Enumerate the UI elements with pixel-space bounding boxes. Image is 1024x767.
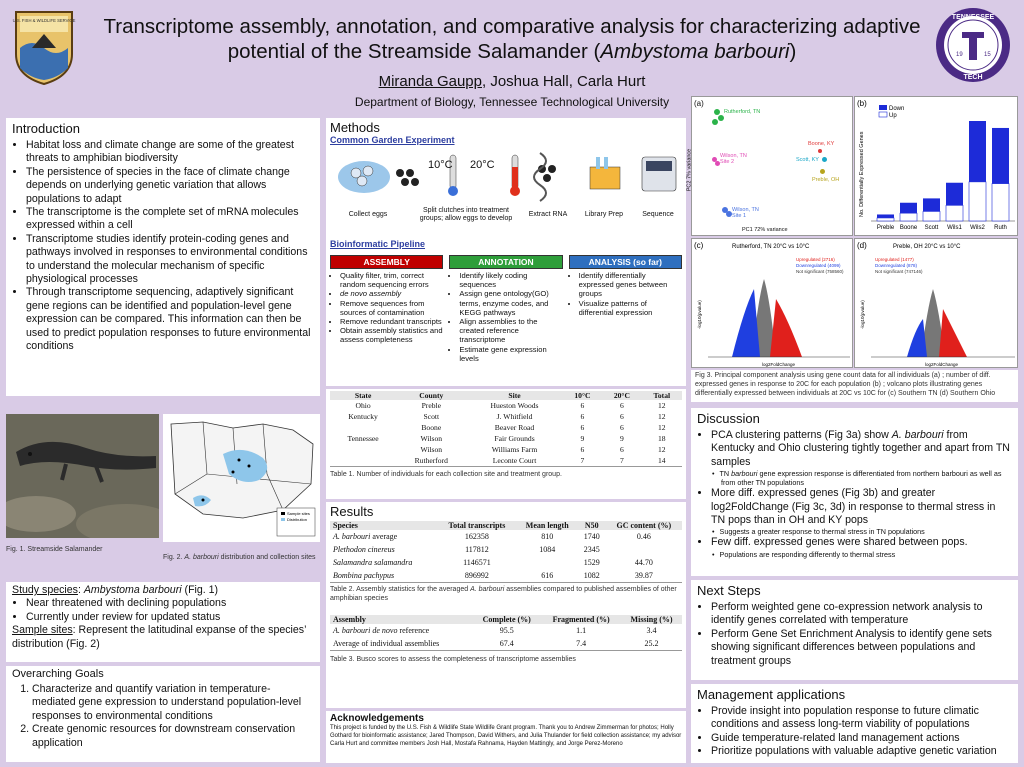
annotation-label: ANNOTATION [449, 255, 562, 269]
svg-text:TECH: TECH [963, 74, 983, 81]
svg-text:-log10(pvalue): -log10(pvalue) [860, 300, 865, 329]
deg-bar-chart [854, 96, 1018, 236]
bar-up-Preble [877, 218, 894, 221]
bar-up-Ruth [992, 184, 1009, 221]
table-row: Average of individual assemblies 67.4 7.4 25.2 [330, 637, 682, 651]
step-sequence: Sequence [642, 211, 674, 218]
bar-up-Wils2 [969, 182, 986, 221]
department: Department of Biology, Tennessee Technological University [354, 95, 670, 109]
bar-up-Boone [900, 213, 917, 221]
list-item: • Guide temperature-related land management actions [711, 732, 1012, 745]
methods-section [326, 118, 686, 386]
bar-down-Ruth [992, 128, 1009, 184]
bar-down-Preble [877, 214, 894, 217]
acknowledgements-section [326, 711, 686, 763]
svg-text:Upregulated (1477): Upregulated (1477) [875, 257, 914, 262]
list-item: • PCA clustering patterns (Fig 3a) show A. barbouri from Kentucky and Ohio clustering tightly together and apart from TN samples [711, 429, 1012, 469]
introduction-heading: Introduction [12, 121, 80, 136]
acknowledgements-text: This project is funded by the U.S. Fish & Wildlife State Wildlife Grant program. Thank you to Andrew Zimmerman for photos; Holly Gothard for bioinformatic assistance; Jared Thompson, David Withers, and Julia Thulander for field collection assistance; my advisor Carla Hurt and committee members Josh Hall, Mostafa Rahnama, Hayden Mattingly, and Jorge Perez-Moreno [330, 725, 682, 747]
deg-bar-svg [855, 97, 1019, 237]
bar-down-Wils1 [946, 183, 963, 206]
legend-down: Down [889, 106, 905, 112]
step-split: Split clutches into treatment groups; allow eggs to develop [419, 207, 513, 222]
list-item: • Estimate gene expression levels [459, 345, 562, 363]
list-item: 2. Create genomic resources for downstream conservation application [32, 723, 314, 750]
results-section [326, 502, 686, 708]
list-item: • The persistence of species in the face of climate change depends on underlying genetic variation that allows populations to adapt [26, 166, 314, 206]
list-item: • The transcriptome is the complete set of mRNA molecules expressed within a cell [26, 206, 314, 233]
table-row: Salamandra salamandra 1146571 1529 44.70 [333, 558, 653, 567]
table-row: A. barbouri average 162358 810 1740 0.46 [333, 532, 651, 541]
list-item: • Prioritize populations with valuable adaptive genetic variation [711, 745, 1012, 758]
svg-text:Distribution: Distribution [287, 517, 308, 522]
svg-text:19: 19 [956, 52, 963, 58]
distribution-map [163, 414, 320, 542]
svg-text:Not significant (747146): Not significant (747146) [875, 269, 923, 274]
svg-text:(c): (c) [694, 241, 704, 250]
svg-text:Not significant (758560): Not significant (758560) [796, 269, 844, 274]
table-row: Plethodon cinereus 117812 1084 2345 [333, 545, 600, 554]
temp-10c: 10°C [428, 159, 453, 171]
assembly-stats-table: Species Total transcripts Mean length N50 GC content (%) A. barbouri average 162358 810 1740 0.46 Plethodon cinereus 117812 1084 2345 Salamandra salamandra 1146571 1529 44.70 Bombina pachypus 896992 616 1082 39.87 [330, 521, 682, 583]
panel-b-ylabel: No. Differentially Expressed Genes [859, 131, 865, 217]
svg-text:Downregulated (4099): Downregulated (4099) [796, 263, 841, 268]
list-item: • Identify differentially expressed genes between groups [579, 271, 682, 299]
svg-text:15: 15 [984, 52, 991, 58]
table1-section [326, 389, 686, 499]
tennessee-tech-seal [934, 6, 1012, 84]
list-item: • Suggests a greater response to thermal stress in TN populations [721, 527, 1012, 536]
list-item: • Through transcriptome sequencing, adaptively significant gene regions can be identified and population-level gene expression can be compared. This information can then be used to predict population responses to future environmental conditions [26, 286, 314, 353]
list-item: • Transcriptome studies identify protein-coding genes and pathways involved in responses to environmental conditions to understand the molecular mechanism of specific physiological processes [26, 233, 314, 287]
svg-text:(d): (d) [857, 241, 867, 250]
volcano-plot-oh [854, 238, 1018, 368]
table1-caption: Table 1. Number of individuals for each collection site and treatment group. [330, 471, 562, 478]
list-item: • Identify likely coding sequences [459, 271, 562, 289]
tick-label-Preble: Preble [876, 225, 895, 231]
goals-heading: Overarching Goals [12, 668, 104, 680]
table-row: Ohio Preble Hueston Woods 6 6 12 [355, 401, 666, 410]
tick-label-Ruth: Ruth [994, 225, 1007, 231]
list-item: • Few diff. expressed genes were shared between pops. [711, 536, 1012, 549]
bar-down-Wils2 [969, 121, 986, 182]
list-item: • TN barbouri gene expression response is differentiated from northern barbouri as well as from other TN populations [721, 469, 1012, 487]
poster-title: Transcriptome assembly, annotation, and comparative analysis for characterizing adaptive potential of the Streamside Salamander (Ambystoma barbouri) [103, 15, 921, 63]
table-row: Bombina pachypus 896992 616 1082 39.87 [330, 569, 682, 583]
table2-caption: Table 2. Assembly statistics for the averaged A. barbouri assemblies compared to published assemblies of other amphibian species [330, 586, 677, 602]
tick-label-Wils1: Wils1 [947, 225, 962, 231]
bar-down-Scott [923, 198, 940, 211]
usfws-logo [12, 8, 76, 86]
list-item: • Remove redundant transcripts [340, 317, 443, 326]
list-item: 1. Characterize and quantify variation in temperature-mediated gene expression to understand population-level responses to environmental conditions [32, 683, 314, 723]
list-item: • Assign gene ontology(GO) terms, enzyme codes, and KEGG pathways [459, 289, 562, 317]
authors: Miranda Gaupp, Joshua Hall, Carla Hurt [378, 73, 646, 90]
discussion-section [691, 408, 1018, 576]
tick-label-Wils2: Wils2 [970, 225, 985, 231]
acknowledgements-heading: Acknowledgements [330, 713, 424, 724]
table-row: Rutherford Leconte Court 7 7 14 [330, 455, 682, 467]
next-steps-heading: Next Steps [697, 583, 761, 598]
figure2-caption: Fig. 2. A. barbouri distribution and collection sites [163, 554, 316, 561]
bar-up-Scott [923, 211, 940, 221]
analysis-label: ANALYSIS (so far) [569, 255, 682, 269]
volcano-plot-tn [691, 238, 853, 368]
svg-text:U.S. FISH & WILDLIFE SERVICE: U.S. FISH & WILDLIFE SERVICE [12, 18, 76, 23]
step-extract: Extract RNA [528, 211, 568, 218]
figure1-caption: Fig. 1. Streamside Salamander [6, 546, 103, 553]
svg-text:Preble, OH 20°C vs 10°C: Preble, OH 20°C vs 10°C [893, 244, 961, 250]
svg-text:log2FoldChange: log2FoldChange [925, 362, 959, 367]
next-steps-section [691, 580, 1018, 680]
svg-text:Rutherford, TN 20°C vs 10°C: Rutherford, TN 20°C vs 10°C [732, 244, 810, 250]
results-heading: Results [330, 504, 374, 519]
list-item: • Habitat loss and climate change are some of the greatest threats to amphibian biodiversity [26, 139, 314, 166]
list-item: • Perform Gene Set Enrichment Analysis to identify gene sets showing significant differences between populations and treatment groups [711, 628, 1012, 668]
legend-up: Up [889, 113, 897, 119]
management-section [691, 684, 1018, 763]
introduction-section [6, 118, 320, 396]
svg-text:TENNESSEE: TENNESSEE [951, 14, 995, 21]
study-species-section: Study species: Ambystoma barbouri (Fig. 1) • Near threatened with declining populations • Currently under review for updated status Sample sites: Represent the latitudinal expanse of the species’ distribution (Fig. 2) [6, 582, 320, 662]
step-collect: Collect eggs [348, 211, 388, 218]
figure3-caption: Fig 3. Principal component analysis using gene count data for all individuals (a) ; number of diff. expressed genes in response to 20C for each population (b) ; volcano plots illustrating genes differentially expressed between individuals at 20C vs 10C for (c) Southern TN (d) Southern Ohio [691, 370, 1018, 402]
collection-table: State County Site 10°C 20°C Total Ohio Preble Hueston Woods 6 6 12 Kentucky Scott J. Whitfield 6 6 12 Boone Beaver Road 6 6 12 Tennessee Wilson Fair Grounds 9 9 18 Wilson Williams Farm 6 6 12 Rutherford Leconte Court 7 7 14 [330, 391, 682, 467]
pca-plot: (a) Rutherford, TN Wilson, TN Site 2 Boone, KY Scott, KY Preble, OH Wilson, TN Site 1 PC1 72% variance PC2 7% variance [691, 96, 853, 236]
table-row: Wilson Williams Farm 6 6 12 [420, 445, 666, 454]
discussion-heading: Discussion [697, 411, 760, 426]
busco-table: Assembly Complete (%) Fragmented (%) Missing (%) A. barbouri de novo reference 95.5 1.1 3.4 Average of individual assemblies 67.4 7.4 25.2 [330, 615, 682, 651]
table-row: Boone Beaver Road 6 6 12 [421, 423, 666, 432]
tick-label-Scott: Scott [924, 225, 939, 231]
annotation-column [449, 255, 562, 363]
list-item: • Near threatened with declining populations [26, 597, 314, 610]
workflow-diagram [330, 145, 682, 227]
list-item: • Currently under review for updated status [26, 611, 314, 624]
list-item: • Visualize patterns of differential expression [579, 299, 682, 317]
tick-label-Boone: Boone [899, 225, 918, 231]
list-item: • de novo assembly [340, 289, 443, 298]
svg-text:-log10(pvalue): -log10(pvalue) [697, 300, 702, 329]
assembly-label: ASSEMBLY [330, 255, 443, 269]
svg-text:log2FoldChange: log2FoldChange [762, 362, 796, 367]
list-item: • Perform weighted gene co-expression network analysis to identify genes correlated with temperature [711, 601, 1012, 628]
management-heading: Management applications [697, 687, 846, 702]
assembly-column [330, 255, 443, 363]
table-row: Tennessee Wilson Fair Grounds 9 9 18 [347, 434, 666, 443]
panel-b-tag: (b) [857, 99, 867, 108]
svg-text:Upregulated (2716): Upregulated (2716) [796, 257, 835, 262]
list-item: • Remove sequences from sources of contamination [340, 299, 443, 317]
methods-heading: Methods [330, 120, 380, 135]
introduction-list [12, 139, 314, 354]
list-item: • Populations are responding differently to thermal stress [721, 550, 1012, 559]
table-row: Kentucky Scott J. Whitfield 6 6 12 [348, 412, 666, 421]
list-item: • More diff. expressed genes (Fig 3b) and greater log2FoldChange (Fig 3c, 3d) in response to thermal stress in TN pops than in OH and KY pops [711, 487, 1012, 527]
pipeline-heading: Bioinformatic Pipeline [330, 239, 426, 249]
list-item: • Quality filter, trim, correct random sequencing errors [340, 271, 443, 289]
list-item: • Align assemblies to the created reference transcriptome [459, 317, 562, 345]
svg-text:Downregulated (878): Downregulated (878) [875, 263, 918, 268]
pipeline-columns [330, 255, 682, 363]
table3-caption: Table 3. Busco scores to assess the completeness of transcriptome assemblies [330, 656, 576, 663]
bar-up-Wils1 [946, 205, 963, 221]
analysis-column [569, 255, 682, 363]
salamander-photo [6, 414, 159, 538]
step-library: Library Prep [584, 211, 624, 218]
temp-20c: 20°C [470, 159, 495, 171]
list-item: • Provide insight into population response to future climatic conditions and assess long-term viability of populations [711, 705, 1012, 732]
list-item: • Obtain assembly statistics and assess completeness [340, 326, 443, 344]
svg-text:Sample sites: Sample sites [287, 511, 310, 516]
bar-down-Boone [900, 203, 917, 213]
table-row: A. barbouri de novo reference 95.5 1.1 3.4 [333, 626, 657, 635]
goals-section [6, 666, 320, 762]
common-garden-heading: Common Garden Experiment [330, 135, 455, 145]
